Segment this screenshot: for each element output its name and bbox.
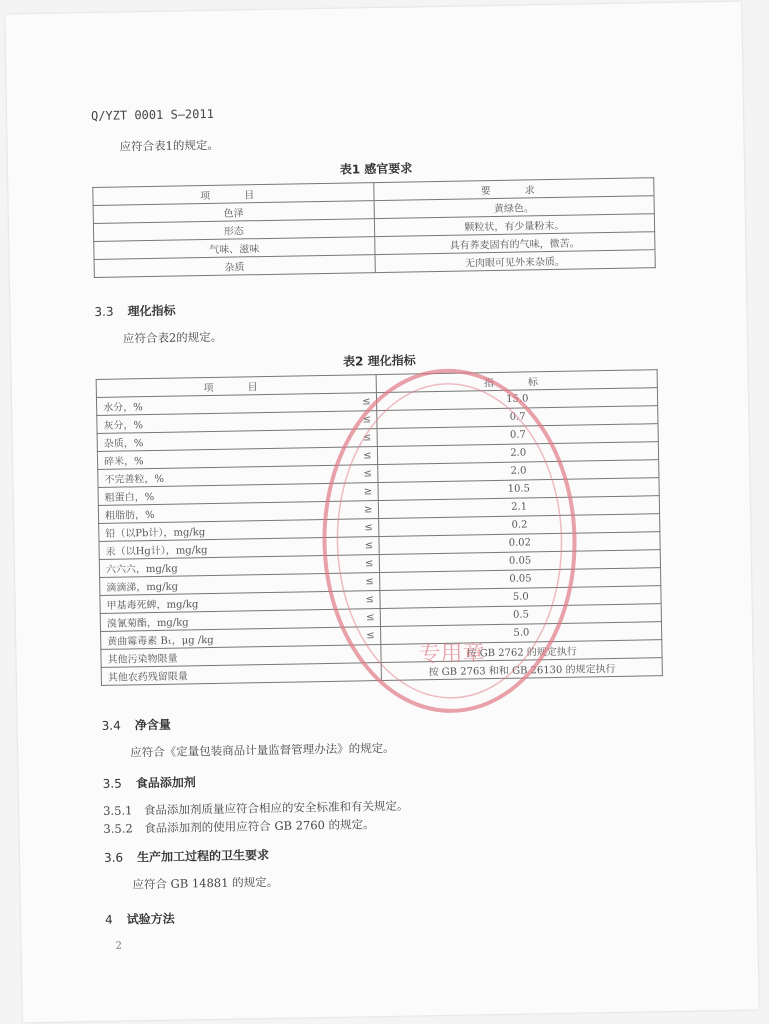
cell: 碎米，% (97, 448, 304, 470)
cell: 其他污染物限量 (101, 645, 382, 668)
section-3-5-heading (103, 773, 196, 792)
table1-caption: 表1 感官要求 (339, 161, 413, 177)
cell: 5.0 (380, 586, 661, 609)
section-title: 净含量 (134, 717, 171, 733)
cell: 2.0 (378, 442, 659, 465)
cell: 形态 (93, 219, 374, 242)
cell: 六六六，mg/kg (99, 556, 306, 578)
cell: 0.5 (381, 604, 662, 627)
seal-text: 专用章 (418, 641, 485, 668)
cell: 无肉眼可见外来杂质。 (375, 250, 656, 273)
section-title: 生产加工过程的卫生要求 (136, 848, 270, 865)
cell: 不完善粒，% (98, 466, 305, 488)
cell: 杂质 (94, 255, 375, 278)
table2-caption: 表2 理化指标 (342, 353, 416, 369)
cell: 色泽 (93, 201, 374, 224)
operator: ≤ (307, 627, 381, 646)
table1-header-item: 项 目 (93, 183, 374, 206)
operator: ≤ (304, 429, 378, 448)
cell: 0.2 (379, 514, 660, 537)
cell: 杂质，% (97, 430, 304, 452)
section-3-5-1: 3.5.1 食品添加剂质量应符合相应的安全标准和有关规定。 (103, 798, 409, 818)
operator: ≤ (305, 519, 379, 538)
cell: 5.0 (381, 622, 662, 645)
section-number: 3.4 (101, 718, 121, 733)
cell: 甲基毒死蜱，mg/kg (100, 592, 307, 614)
operator: ≤ (306, 555, 380, 574)
operator: ≤ (307, 609, 381, 628)
section-title: 试验方法 (126, 911, 175, 927)
cell: 0.7 (377, 406, 658, 429)
page-number: 2 (115, 940, 123, 952)
cell: 铅（以Pb计），mg/kg (99, 520, 306, 542)
standard-code: Q/YZT 0001 S—2011 (90, 106, 214, 124)
section-3-4-text: 应符合《定量包装商品计量监督管理办法》的规定。 (130, 740, 395, 760)
cell: 0.7 (378, 424, 659, 447)
cell: 2.0 (378, 460, 659, 483)
operator: ≤ (303, 411, 377, 430)
document-page (5, 2, 758, 1023)
section-3-3-heading (94, 302, 175, 320)
cell: 溴氰菊酯，mg/kg (100, 610, 307, 632)
section-3-6-heading (104, 846, 269, 866)
operator: ≤ (306, 573, 380, 592)
section-title: 理化指标 (127, 303, 176, 319)
cell: 黄曲霉毒素 B₁，μg /kg (101, 628, 308, 650)
operator: ≤ (307, 591, 381, 610)
intro-table1: 应符合表1的规定。 (119, 137, 220, 154)
cell: 水分，% (96, 394, 303, 416)
section-4-heading (105, 910, 175, 928)
section-number: 3.6 (103, 850, 124, 865)
physicochemical-table (96, 369, 663, 686)
cell: 按 GB 2762 的规定执行 (381, 640, 662, 663)
section-number: 3.5 (102, 776, 122, 791)
cell: 其他农药残留限量 (101, 663, 382, 686)
cell: 颗粒状，有少量粉末。 (374, 214, 655, 237)
cell: 15.0 (377, 388, 658, 411)
operator: ≤ (304, 447, 378, 466)
cell: 0.05 (380, 550, 661, 573)
cell: 粗蛋白，% (98, 484, 305, 506)
cell: 2.1 (379, 496, 660, 519)
section-number: 4 (104, 912, 113, 927)
cell: 滴滴涕，mg/kg (100, 574, 307, 596)
operator: ≤ (304, 465, 378, 484)
sensory-table (92, 177, 656, 278)
operator: ≥ (305, 483, 379, 502)
cell: 0.02 (379, 532, 660, 555)
cell: 10.5 (378, 478, 659, 501)
cell: 黄绿色。 (374, 196, 655, 219)
section-3-6-text: 应符合 GB 14881 的规定。 (132, 874, 279, 892)
section-3-4-heading (102, 716, 171, 734)
section-3-5-2: 3.5.2 食品添加剂的使用应符合 GB 2760 的规定。 (103, 817, 375, 836)
cell: 具有荞麦固有的气味，微苦。 (374, 232, 655, 255)
operator: ≤ (303, 393, 377, 412)
cell: 气味、滋味 (94, 237, 375, 260)
cell: 灰分，% (97, 412, 304, 434)
cell: 汞（以Hg计），mg/kg (99, 538, 306, 560)
section-number: 3.3 (94, 304, 114, 319)
table2-header-value: 指 标 (377, 370, 658, 393)
section-title: 食品添加剂 (135, 775, 196, 791)
intro-table2: 应符合表2的规定。 (122, 329, 223, 346)
cell: 0.05 (380, 568, 661, 591)
cell: 粗脂肪，% (98, 502, 305, 524)
cell: 按 GB 2763 和和 GB 26130 的规定执行 (382, 658, 663, 681)
table2-header-item: 项 目 (96, 375, 377, 398)
operator: ≤ (306, 537, 380, 556)
table1-header-requirement: 要 求 (373, 178, 654, 201)
operator: ≥ (305, 501, 379, 520)
